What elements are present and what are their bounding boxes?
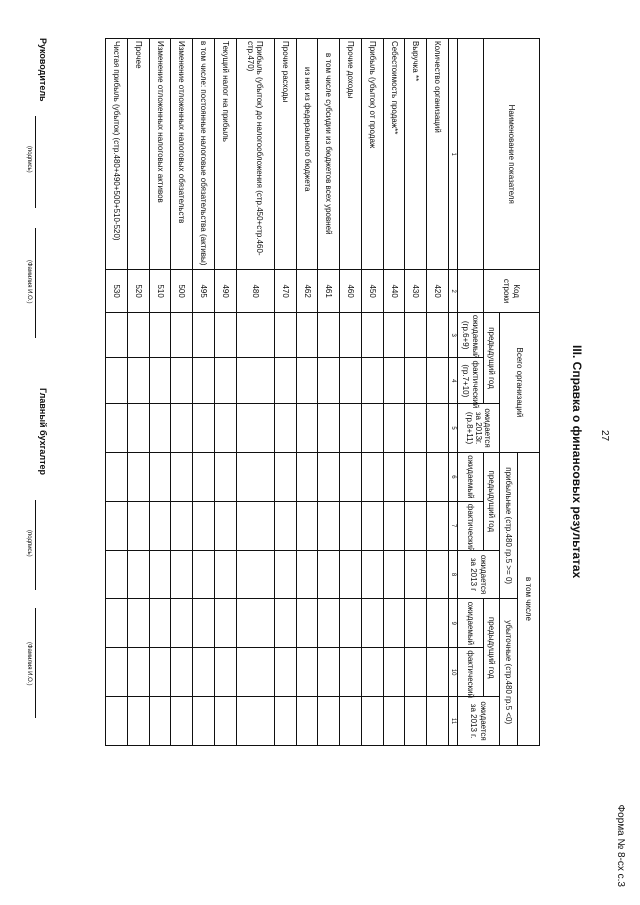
head-name-caption: (Фамилия И.О.) <box>26 260 32 304</box>
page-number: 27 <box>599 430 610 442</box>
row-code: 450 <box>361 270 383 312</box>
head-signature-caption: (подпись) <box>26 146 32 173</box>
signature-block <box>0 38 640 898</box>
row-code: 510 <box>149 270 171 312</box>
row-code: 420 <box>427 270 449 312</box>
row-name: в том числе: постоянные налоговые обязательства (активы) <box>193 39 215 270</box>
col-header-code: Код строки <box>484 270 540 312</box>
col-header-prev-year-unprofitable: предыдущий год <box>484 599 500 697</box>
row-name: Выручка ** <box>405 39 427 270</box>
col-header-expected-2013-profitable: ожидается за 2013 г <box>458 550 500 599</box>
col-header-actual-all: фактический (гр.7+10) <box>458 358 484 404</box>
row-code: 430 <box>405 270 427 312</box>
col-number: 3 <box>449 312 458 358</box>
row-name: Прочие расходы <box>274 39 296 270</box>
row-name: Чистая прибыль (убыток) (стр.480+490+500+510-520) <box>106 39 128 270</box>
col-header-expected-unprofitable: ожидаемый <box>458 599 484 648</box>
col-number: 6 <box>449 452 458 501</box>
accountant-signature-caption: (подпись) <box>26 530 32 557</box>
row-name: Себестоимость продаж** <box>383 39 405 270</box>
row-code: 440 <box>383 270 405 312</box>
col-number: 7 <box>449 501 458 550</box>
row-code: 495 <box>193 270 215 312</box>
accountant-signature-line <box>35 500 36 590</box>
col-header-prev-year-all: предыдущий год <box>484 312 500 403</box>
section-title: III. Справка о финансовых результатах <box>570 345 584 579</box>
col-number: 1 <box>449 39 458 270</box>
row-code: 460 <box>340 270 362 312</box>
head-name-line <box>35 228 36 338</box>
row-name: Изменение отложенных налоговых обязательств <box>171 39 193 270</box>
col-header-actual-unprofitable: фактический <box>458 648 484 697</box>
col-header-expected-2013-all: ожидается за 2013г. (гр.8+11) <box>458 404 500 453</box>
row-code: 470 <box>274 270 296 312</box>
col-header-expected-all: ожидаемый (гр.6+9) <box>458 312 484 358</box>
col-number: 5 <box>449 404 458 453</box>
row-code: 480 <box>236 270 274 312</box>
chief-accountant-label: Главный бухгалтер <box>38 388 48 476</box>
row-name: Прочее <box>127 39 149 270</box>
row-name: Прибыль (убыток) до налогообложения (стр.450+стр.460-стр.470) <box>236 39 274 270</box>
row-name: Текущий налог на прибыль <box>214 39 236 270</box>
col-header-actual-profitable: фактический <box>458 501 484 550</box>
col-header-unprofitable: убыточные (стр.480 гр.5 <0) <box>500 599 518 746</box>
row-name: Изменение отложенных налоговых активов <box>149 39 171 270</box>
col-header-prev-year-profitable: предыдущий год <box>484 452 500 550</box>
row-code: 461 <box>318 270 340 312</box>
col-header-name: Наименование показателя <box>484 39 540 270</box>
col-header-expected-2013-unprofitable: ожидается за 2013 г. <box>458 697 500 746</box>
row-name: из них из федерального бюджета <box>296 39 318 270</box>
row-name: Прибыль (убыток) от продаж <box>361 39 383 270</box>
col-number: 10 <box>449 648 458 697</box>
row-code: 530 <box>106 270 128 312</box>
accountant-name-line <box>35 608 36 718</box>
col-header-profitable: прибыльные (стр.480 гр.5 >= 0) <box>500 452 518 598</box>
col-number: 9 <box>449 599 458 648</box>
col-number: 4 <box>449 358 458 404</box>
row-code: 462 <box>296 270 318 312</box>
form-code: Форма № 8-сх с.3 <box>615 804 626 887</box>
col-number: 2 <box>449 270 458 312</box>
row-code: 500 <box>171 270 193 312</box>
head-signature-line <box>35 116 36 208</box>
row-name: в том числе субсидии из бюджетов всех уровней <box>318 39 340 270</box>
head-label: Руководитель <box>38 38 48 102</box>
accountant-name-caption: (Фамилия И.О.) <box>26 642 32 686</box>
col-number: 8 <box>449 550 458 599</box>
row-name: Прочие доходы <box>340 39 362 270</box>
row-name: Количество организаций <box>427 39 449 270</box>
row-code: 490 <box>214 270 236 312</box>
col-number: 11 <box>449 697 458 746</box>
row-code: 520 <box>127 270 149 312</box>
col-header-expected-profitable: ожидаемый <box>458 452 484 501</box>
col-header-in-that-number: в том числе <box>518 452 540 745</box>
col-header-all-orgs: Всего организаций <box>500 312 540 452</box>
